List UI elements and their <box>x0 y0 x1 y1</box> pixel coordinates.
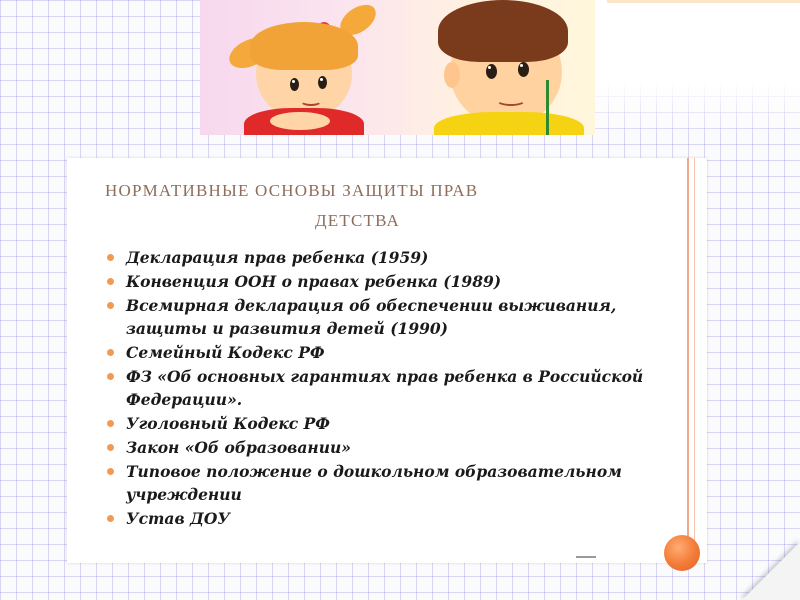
list-item-text: Всемирная декларация об обеспечении выживания, защиты и развития детей (1990) <box>126 296 617 338</box>
girl-illustration <box>220 0 390 135</box>
slide-margin-line-thin <box>694 158 695 563</box>
list-item-text: Семейный Кодекс РФ <box>126 343 325 362</box>
list-item-text: Уголовный Кодекс РФ <box>126 414 330 433</box>
list-item <box>107 412 647 435</box>
kids-banner <box>200 0 595 135</box>
orange-circle-decoration <box>664 535 700 571</box>
rights-documents-list <box>107 246 647 531</box>
content-slide <box>67 158 707 563</box>
list-item <box>107 507 647 530</box>
stamp-decoration <box>576 556 596 566</box>
bullet-icon <box>107 349 114 356</box>
slide-margin-line <box>687 158 689 563</box>
list-item-text: ФЗ «Об основных гарантиях прав ребенка в Российской Федерации». <box>126 367 644 409</box>
bullet-icon <box>107 302 114 309</box>
slide-title-line-1: НОРМАТИВНЫЕ ОСНОВЫ ЗАЩИТЫ ПРАВ <box>105 181 479 200</box>
bullet-icon <box>107 278 114 285</box>
bullet-icon <box>107 468 114 475</box>
list-item-text: Закон «Об образовании» <box>126 438 351 457</box>
list-item <box>107 460 647 506</box>
bullet-icon <box>107 420 114 427</box>
boy-illustration <box>418 0 588 135</box>
list-item <box>107 341 647 364</box>
banner-edge-decoration <box>607 0 800 3</box>
bullet-icon <box>107 444 114 451</box>
bullet-icon <box>107 254 114 261</box>
list-item-text: Декларация прав ребенка (1959) <box>126 248 429 267</box>
list-item-text: Конвенция ООН о правах ребенка (1989) <box>126 272 502 291</box>
banner-fade <box>595 0 800 135</box>
list-item-text: Устав ДОУ <box>126 509 230 528</box>
list-item-text: Типовое положение о дошкольном образовательном учреждении <box>126 462 622 504</box>
list-item <box>107 246 647 269</box>
list-item <box>107 294 647 340</box>
slide-title <box>105 176 625 236</box>
list-item <box>107 436 647 459</box>
page-curl-decoration <box>742 542 800 600</box>
list-item <box>107 270 647 293</box>
bullet-icon <box>107 373 114 380</box>
slide-title-line-2: ДЕТСТВА <box>315 211 401 230</box>
bullet-icon <box>107 515 114 522</box>
list-item <box>107 365 647 411</box>
